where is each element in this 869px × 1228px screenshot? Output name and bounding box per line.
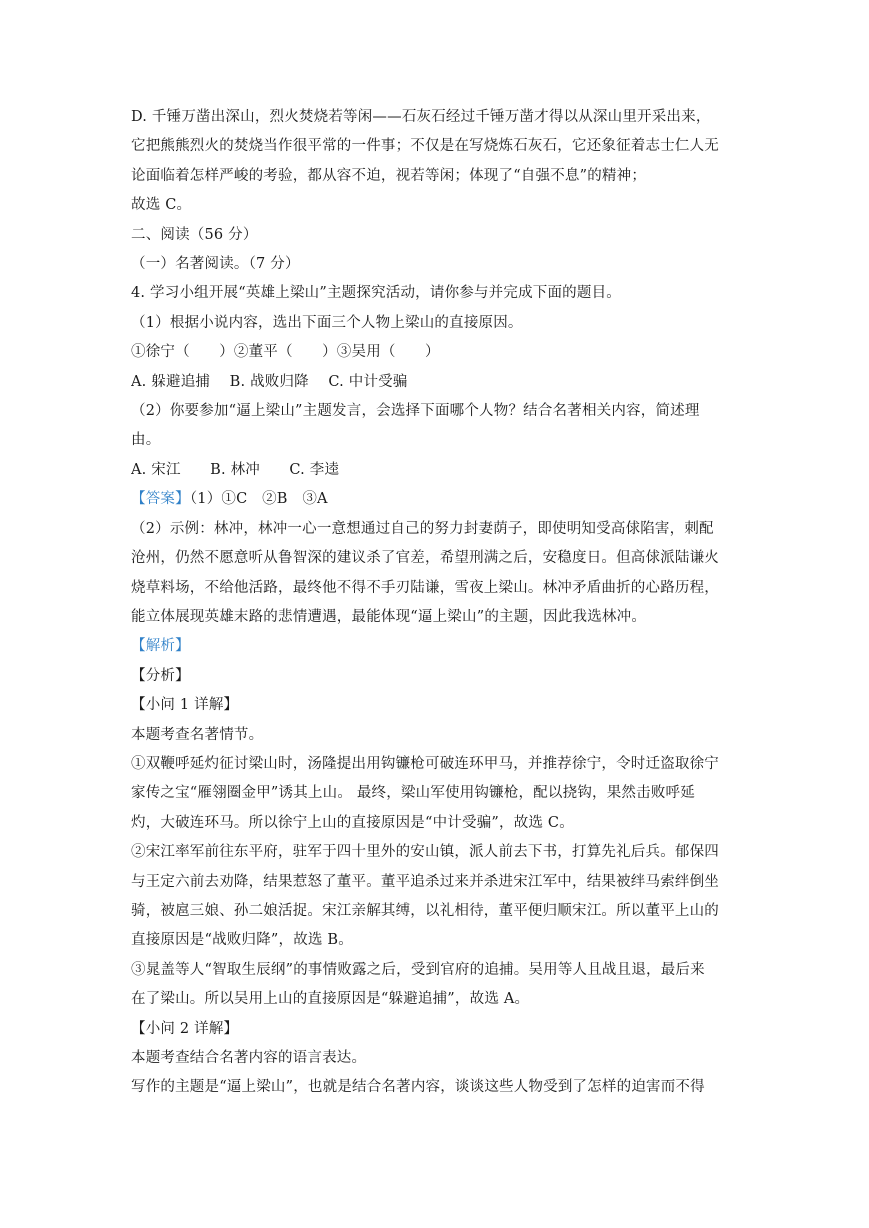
text-line: 家传之宝“雁翎圈金甲”诱其上山。 最终，梁山军使用钩镰枪，配以挠钩，果然击败呼延	[131, 785, 695, 802]
answer-line	[131, 485, 739, 514]
section-heading: 二、阅读（56 分）	[131, 226, 258, 243]
analysis-tag: 【解析】	[131, 638, 190, 655]
text-line: 【小问 2 详解】	[131, 1020, 239, 1037]
answer-tag: 【答案】	[131, 491, 190, 508]
text-line: 写作的主题是“逼上梁山”，也就是结合名著内容，谈谈这些人物受到了怎样的迫害而不得	[131, 1079, 705, 1096]
text-line: 它把熊熊烈火的焚烧当作很平常的一件事；不仅是在写烧炼石灰石，它还象征着志士仁人无	[131, 138, 719, 155]
text-line: 烧草料场，不给他活路，最终他不得不手刃陆谦，雪夜上梁山。林冲矛盾曲折的心路历程，	[131, 579, 719, 596]
options-line: A. 躲避追捕 B. 战败归降 C. 中计受骗	[131, 373, 408, 390]
text-line: 骑，被扈三娘、孙二娘活捉。宋江亲解其缚，以礼相待，董平便归顺宋江。所以董平上山的	[131, 902, 719, 919]
text-line: 【小问 1 详解】	[131, 697, 239, 714]
text-line: 【分析】	[131, 667, 190, 684]
text-line: 故选 C。	[131, 197, 192, 214]
text-line: （1）根据小说内容，选出下面三个人物上梁山的直接原因。	[131, 314, 523, 331]
text-line: 由。	[131, 432, 161, 449]
text-line: （2）示例：林冲，林冲一心一意想通过自己的努力封妻荫子，即使明知受高俅陷害，刺配	[131, 520, 714, 537]
question-stem: 4. 学习小组开展“英雄上梁山”主题探究活动，请你参与并完成下面的题目。	[131, 285, 621, 302]
text-line: 灼，大破连环马。所以徐宁上山的直接原因是“中计受骗”，故选 C。	[131, 814, 574, 831]
answer-text: （1）①C ②B ③A	[189, 491, 328, 508]
text-line: 直接原因是“战败归降”，故选 B。	[131, 932, 353, 949]
options-line: A. 宋江 B. 林冲 C. 李逵	[131, 461, 340, 478]
text-line: 能立体展现英雄末路的悲情遭遇，最能体现“逼上梁山”的主题，因此我选林冲。	[131, 608, 647, 625]
text-line: ③晁盖等人“智取生辰纲”的事情败露之后，受到官府的追捕。吴用等人且战且退，最后来	[131, 961, 705, 978]
text-line: ②宋江率军前往东平府，驻军于四十里外的安山镇，派人前去下书，打算先礼后兵。郁保四	[131, 844, 719, 861]
text-line: 本题考查名著情节。	[131, 726, 264, 743]
text-line: D. 千锤万凿出深山，烈火焚烧若等闲——石灰石经过千锤万凿才得以从深山里开采出来，	[131, 109, 711, 125]
text-line: 本题考查结合名著内容的语言表达。	[131, 1050, 367, 1066]
text-line: 论面临着怎样严峻的考验，都从容不迫，视若等闲；体现了“自强不息”的精神；	[131, 167, 647, 184]
text-line: 在了梁山。所以吴用上山的直接原因是“躲避追捕”，故选 A。	[131, 991, 530, 1008]
text-line: ①徐宁（ ）②董平（ ）③吴用（ ）	[131, 344, 440, 361]
text-line: ①双鞭呼延灼征讨梁山时，汤隆提出用钩镰枪可破连环甲马，并推荐徐宁，令时迁盗取徐宁	[131, 755, 719, 772]
text-line: （2）你要参加“逼上梁山”主题发言，会选择下面哪个人物？结合名著相关内容，简述理	[131, 403, 700, 420]
text-line: 与王定六前去劝降，结果惹怒了董平。董平追杀过来并杀进宋江军中，结果被绊马索绊倒坐	[131, 873, 719, 890]
text-line: 沧州，仍然不愿意听从鲁智深的建议杀了官差，希望刑满之后，安稳度日。但高俅派陆谦火	[131, 550, 719, 567]
subsection-heading: （一）名著阅读。（7 分）	[131, 256, 300, 273]
